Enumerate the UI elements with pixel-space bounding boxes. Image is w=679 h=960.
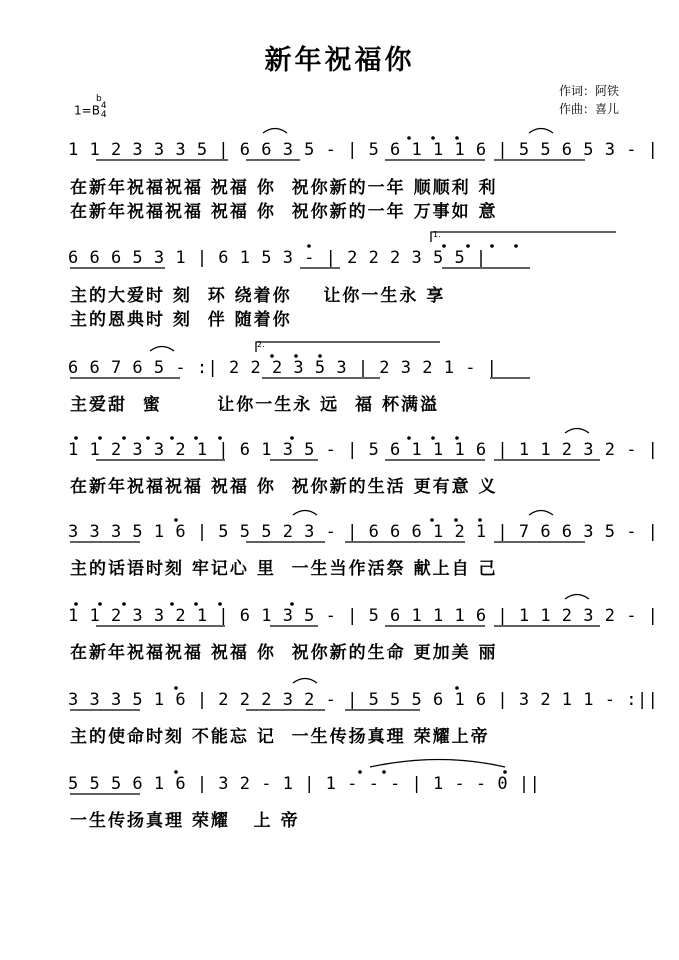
tie-mark xyxy=(565,595,589,600)
octave-dot xyxy=(170,602,174,606)
lyric-line-5: 主的话语时刻 牢记心 里 一生当作活祭 献上自 己 xyxy=(70,559,498,579)
notes-line-3: 6 6 7 6 5 - :| 2 2 2 3 5 3 | 2 3 2 1 - | xyxy=(68,358,498,378)
octave-dot xyxy=(455,436,459,440)
lyric-line-6: 在新年祝福祝福 祝福 你 祝你新的生命 更加美 丽 xyxy=(70,643,498,663)
volta-1-label: 1. xyxy=(433,230,441,239)
lyricist-credit: 作词：阿铁 xyxy=(558,84,619,98)
octave-dot xyxy=(358,770,362,774)
octave-dot xyxy=(146,436,150,440)
octave-dot xyxy=(290,602,294,606)
lyric-line-3: 主爱甜 蜜 让你一生永 远 福 杯满溢 xyxy=(70,395,439,415)
tie-mark xyxy=(293,511,317,516)
octave-dot xyxy=(454,518,458,522)
song-title: 新年祝福你 xyxy=(264,45,415,76)
lyric-line-7: 主的使命时刻 不能忘 记 一生传扬真理 荣耀上帝 xyxy=(70,727,490,747)
octave-dot xyxy=(170,436,174,440)
octave-dot xyxy=(430,518,434,522)
octave-dot xyxy=(122,436,126,440)
octave-dot xyxy=(431,436,435,440)
volta-2-label: 2. xyxy=(257,340,265,349)
composer-credit: 作曲：喜儿 xyxy=(558,102,619,116)
octave-dot xyxy=(514,244,518,248)
octave-dot xyxy=(442,244,446,248)
lyric-line-2-verse-2: 主的恩典时 刻 伴 随着你 xyxy=(70,310,292,330)
octave-dot xyxy=(74,436,78,440)
tie-mark xyxy=(263,129,287,134)
octave-dot xyxy=(294,354,298,358)
octave-dot xyxy=(174,518,178,522)
lyric-line-1-verse-1: 在新年祝福祝福 祝福 你 祝你新的一年 顺顺利 利 xyxy=(70,178,498,198)
octave-dot xyxy=(478,518,482,522)
notes-line-1: 1 1 2 3 3 3 5 | 6 6 3 5 - | 5 6 1 1 1 6 | 5 5 6 5 3 - | xyxy=(68,140,659,160)
notes-line-8: 5 5 5 6 1 6 | 3 2 - 1 | 1 - - - | 1 - - 0 || xyxy=(68,774,541,794)
tie-mark xyxy=(293,679,317,684)
lyric-line-2-verse-1: 主的大爱时 刻 环 绕着你 让你一生永 享 xyxy=(70,286,446,306)
octave-dot xyxy=(122,602,126,606)
octave-dot xyxy=(218,436,222,440)
octave-dot xyxy=(290,436,294,440)
volta-1-bracket xyxy=(431,232,616,242)
octave-dot xyxy=(407,136,411,140)
time-bottom: 4 xyxy=(100,110,107,120)
lyric-line-8: 一生传扬真理 荣耀 上 帝 xyxy=(70,811,300,831)
tie-mark xyxy=(529,129,553,134)
octave-dot xyxy=(194,436,198,440)
octave-dot xyxy=(174,770,178,774)
octave-dot xyxy=(455,686,459,690)
octave-dot xyxy=(466,244,470,248)
key-label: 1=B xyxy=(74,103,100,118)
octave-dot xyxy=(490,244,494,248)
octave-dot xyxy=(270,354,274,358)
time-top: 4 xyxy=(100,101,107,111)
notes-line-6: 1 1 2 3 3 2 1 | 6 1 3 5 - | 5 6 1 1 1 6 | 1 1 2 3 2 - | xyxy=(68,606,659,626)
octave-dot xyxy=(307,244,311,248)
octave-dot xyxy=(455,136,459,140)
octave-dot xyxy=(98,602,102,606)
tie-mark xyxy=(150,347,174,352)
tie-mark xyxy=(565,429,589,434)
notes-line-2: 6 6 6 5 3 1 | 6 1 5 3 - | 2 2 2 3 5 5 | xyxy=(68,248,487,268)
octave-dot xyxy=(174,686,178,690)
notes-line-7: 3 3 3 5 1 6 | 2 2 2 3 2 - | 5 5 5 6 1 6 | 3 2 1 1 - :|| xyxy=(68,690,659,710)
flat-sign: b xyxy=(96,94,102,104)
octave-dot xyxy=(503,770,507,774)
notes-line-5: 3 3 3 5 1 6 | 5 5 5 2 3 - | 6 6 6 1 2 1 | 7 6 6 3 5 - | xyxy=(68,522,659,542)
notes-line-4: 1 1 2 3 3 2 1 | 6 1 3 5 - | 5 6 1 1 1 6 | 1 1 2 3 2 - | xyxy=(68,440,659,460)
octave-dot xyxy=(194,602,198,606)
octave-dot xyxy=(74,602,78,606)
octave-dot xyxy=(218,602,222,606)
tie-mark xyxy=(529,511,553,516)
volta-2-bracket xyxy=(256,342,440,352)
lyric-line-4: 在新年祝福祝福 祝福 你 祝你新的生活 更有意 义 xyxy=(70,477,498,497)
tie-mark xyxy=(370,760,505,768)
octave-dot xyxy=(318,354,322,358)
octave-dot xyxy=(382,770,386,774)
octave-dot xyxy=(98,436,102,440)
lyric-line-1-verse-2: 在新年祝福祝福 祝福 你 祝你新的一年 万事如 意 xyxy=(70,202,498,222)
octave-dot xyxy=(407,436,411,440)
octave-dot xyxy=(431,136,435,140)
